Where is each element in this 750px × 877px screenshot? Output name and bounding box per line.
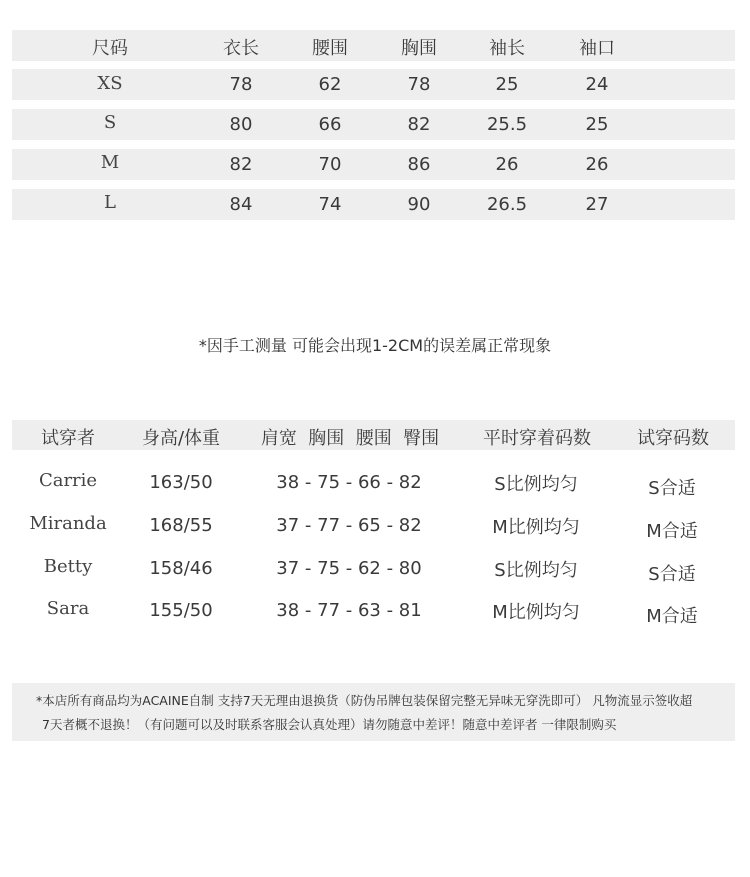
size-value: 90 xyxy=(407,194,431,215)
size-value: 82 xyxy=(229,154,253,175)
height-weight: 155/50 xyxy=(149,600,213,621)
size-value: 24 xyxy=(585,74,609,95)
return-policy-notice xyxy=(12,683,735,741)
usual-size: M比例均匀 xyxy=(492,517,580,538)
fit-header-measurements: 肩宽 胸围 腰围 臀围 xyxy=(260,428,440,449)
usual-size: S比例均匀 xyxy=(494,560,578,581)
size-header-length: 衣长 xyxy=(223,38,259,59)
size-header-waist: 腰围 xyxy=(312,38,348,59)
tried-size: M合适 xyxy=(646,606,698,627)
size-header-sleeve: 袖长 xyxy=(489,38,525,59)
size-header-cuff: 袖口 xyxy=(579,38,615,59)
measurements: 37 - 75 - 62 - 80 xyxy=(276,558,422,579)
measurement-note: *因手工测量 可能会出现1-2CM的误差属正常现象 xyxy=(198,336,552,355)
size-value: 86 xyxy=(407,154,431,175)
policy-line-2: 7天者概不退换！（有问题可以及时联系客服会认真处理）请勿随意中差评！随意中差评者 一律限制购买 xyxy=(42,717,617,732)
table-row xyxy=(0,468,750,498)
measurements: 38 - 77 - 63 - 81 xyxy=(276,600,422,621)
size-value: 66 xyxy=(318,114,342,135)
size-value: 25 xyxy=(585,114,609,135)
size-label: L xyxy=(104,192,116,213)
table-row xyxy=(0,189,750,219)
table-row xyxy=(0,554,750,584)
size-header-bust: 胸围 xyxy=(401,38,437,59)
size-header-size: 尺码 xyxy=(92,38,128,59)
tester-name: Miranda xyxy=(29,513,107,534)
size-value: 70 xyxy=(318,154,342,175)
measurements: 38 - 75 - 66 - 82 xyxy=(276,472,422,493)
fit-header-tester: 试穿者 xyxy=(41,428,95,449)
size-value: 26 xyxy=(495,154,519,175)
usual-size: S比例均匀 xyxy=(494,474,578,495)
tried-size: S合适 xyxy=(648,478,696,499)
size-value: 80 xyxy=(229,114,253,135)
height-weight: 158/46 xyxy=(149,558,213,579)
usual-size: M比例均匀 xyxy=(492,602,580,623)
tried-size: M合适 xyxy=(646,521,698,542)
size-value: 26.5 xyxy=(486,194,528,215)
fit-header-tried-size: 试穿码数 xyxy=(637,428,709,449)
size-value: 78 xyxy=(229,74,253,95)
size-table-header xyxy=(0,30,750,60)
size-value: 78 xyxy=(407,74,431,95)
tester-name: Carrie xyxy=(38,470,98,491)
size-value: 25.5 xyxy=(486,114,528,135)
size-value: 27 xyxy=(585,194,609,215)
size-label: M xyxy=(100,152,120,173)
table-row xyxy=(0,109,750,139)
table-row xyxy=(0,69,750,99)
tried-size: S合适 xyxy=(648,564,696,585)
size-value: 26 xyxy=(585,154,609,175)
size-value: 25 xyxy=(495,74,519,95)
size-value: 62 xyxy=(318,74,342,95)
size-value: 74 xyxy=(318,194,342,215)
table-row xyxy=(0,596,750,626)
fit-header-height-weight: 身高/体重 xyxy=(141,428,221,449)
tester-name: Betty xyxy=(43,556,93,577)
table-row xyxy=(0,511,750,541)
size-value: 82 xyxy=(407,114,431,135)
size-value: 84 xyxy=(229,194,253,215)
height-weight: 163/50 xyxy=(149,472,213,493)
measurements: 37 - 77 - 65 - 82 xyxy=(276,515,422,536)
fit-header-usual-size: 平时穿着码数 xyxy=(483,428,591,449)
size-label: XS xyxy=(97,73,123,94)
size-label: S xyxy=(103,112,117,133)
height-weight: 168/55 xyxy=(149,515,213,536)
table-row xyxy=(0,149,750,179)
tester-name: Sara xyxy=(46,598,90,619)
policy-line-1: *本店所有商品均为ACAINE自制 支持7天无理由退换货（防伪吊牌包装保留完整无异味无穿洗即可） 凡物流显示签收超 xyxy=(36,693,693,708)
fit-table-header xyxy=(0,420,750,450)
